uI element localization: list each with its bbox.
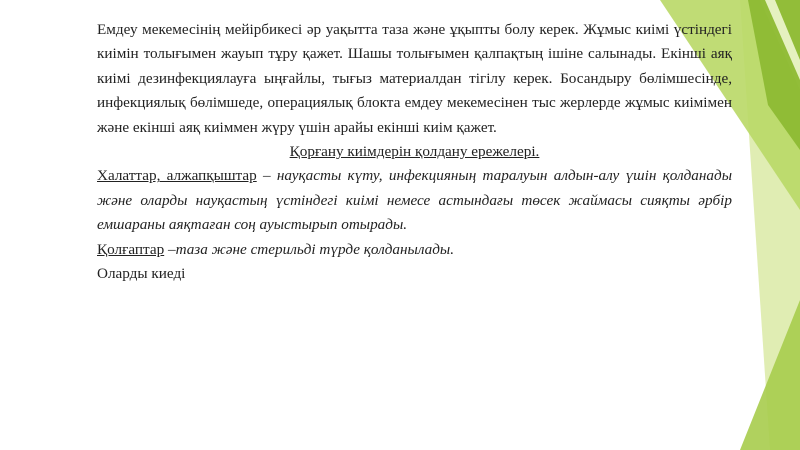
rule-gloves-term: Қолғаптар <box>97 240 165 258</box>
rule-gloves <box>97 238 732 262</box>
text-body <box>97 18 732 286</box>
rule-gloves-text: –таза және стерильді түрде қолданылады. <box>164 240 455 258</box>
rule-gowns-text: – науқасты күту, инфекцияның таралуын алдын-алу үшін қолданады және оларды науқастың үстіндегі киімі немесе астындағы төсек жаймасы сияқты әрбір емшараны аяқтаған соң ауыстырып отырады. <box>97 167 732 234</box>
intro-paragraph: Емдеу мекемесінің мейірбикесі әр уақытта таза және ұқыпты болу керек. Жұмыс киімі үстіндегі киімін толығымен жауып тұру қажет. Шашы толығымен қалпақтың ішіне салынады. Екінші аяқ киімі дезинфекциялауға ыңғайлы, тығыз материалдан тігілу керек. Босандыру бөлімшесінде, инфекциялық бөлімшеде, операциялық блокта емдеу мекемесінен тыс жерлерде жұмыс киімімен және екінші аяқ киіммен жүру үшін арайы екінші киім қажет. <box>97 21 732 136</box>
rule-gowns <box>97 164 732 237</box>
closing-line: Оларды киеді <box>97 265 186 283</box>
rule-gowns-term: Халаттар, алжапқыштар <box>97 167 257 185</box>
section-heading: Қорғану киімдерін қолдану ережелері. <box>289 143 540 161</box>
